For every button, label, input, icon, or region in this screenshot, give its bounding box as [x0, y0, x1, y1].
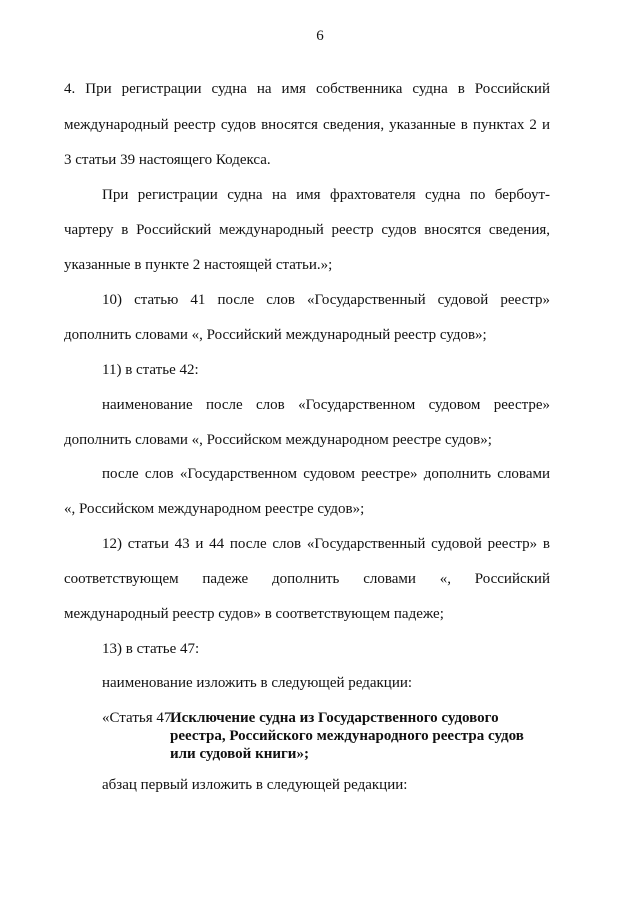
article-47-title-line-2: реестра, Российского международного реестра судов	[170, 728, 524, 744]
item-12-line-3: международный реестр судов» в соответствующем падеже;	[64, 606, 444, 622]
article-47-title-line-3: или судовой книги»;	[170, 746, 309, 762]
item-12-line-1: 12) статьи 43 и 44 после слов «Государственный судовой реестр» в	[102, 536, 550, 552]
paragraph-charterer-line-1: При регистрации судна на имя фрахтователя судна по бербоут-	[102, 187, 550, 203]
item-10-line-2: дополнить словами «, Российский международный реестр судов»;	[64, 327, 487, 343]
item-11-after-line-2: «, Российском международном реестре судов»;	[64, 501, 365, 517]
article-47-title-line-1: Исключение судна из Государственного судового	[170, 710, 499, 726]
paragraph-4-line-1: 4. При регистрации судна на имя собственника судна в Российский	[64, 81, 550, 97]
paragraph-charterer-line-3: указанные в пункте 2 настоящей статьи.»;	[64, 257, 333, 273]
item-13-name-instruction: наименование изложить в следующей редакции:	[102, 675, 413, 691]
paragraph-4-line-2: международный реестр судов вносятся сведения, указанные в пунктах 2 и	[64, 117, 550, 133]
item-11-name-line-1: наименование после слов «Государственном судовом реестре»	[102, 397, 550, 413]
item-10-line-1: 10) статью 41 после слов «Государственный судовой реестр»	[102, 292, 550, 308]
article-47-prefix: «Статья 47.	[102, 710, 176, 726]
item-11-after-line-1: после слов «Государственном судовом реестре» дополнить словами	[102, 466, 550, 482]
item-12-line-2: соответствующем падеже дополнить словами «, Российский	[64, 571, 550, 587]
item-11-heading: 11) в статье 42:	[102, 362, 199, 378]
paragraph-4-line-3: 3 статьи 39 настоящего Кодекса.	[64, 152, 271, 168]
item-11-name-line-2: дополнить словами «, Российском международном реестре судов»;	[64, 432, 492, 448]
paragraph-charterer-line-2: чартеру в Российский международный реестр судов вносятся сведения,	[64, 222, 550, 238]
item-13-paragraph-instruction: абзац первый изложить в следующей редакции:	[102, 777, 408, 793]
page-number: 6	[316, 28, 324, 44]
item-13-heading: 13) в статье 47:	[102, 641, 200, 657]
